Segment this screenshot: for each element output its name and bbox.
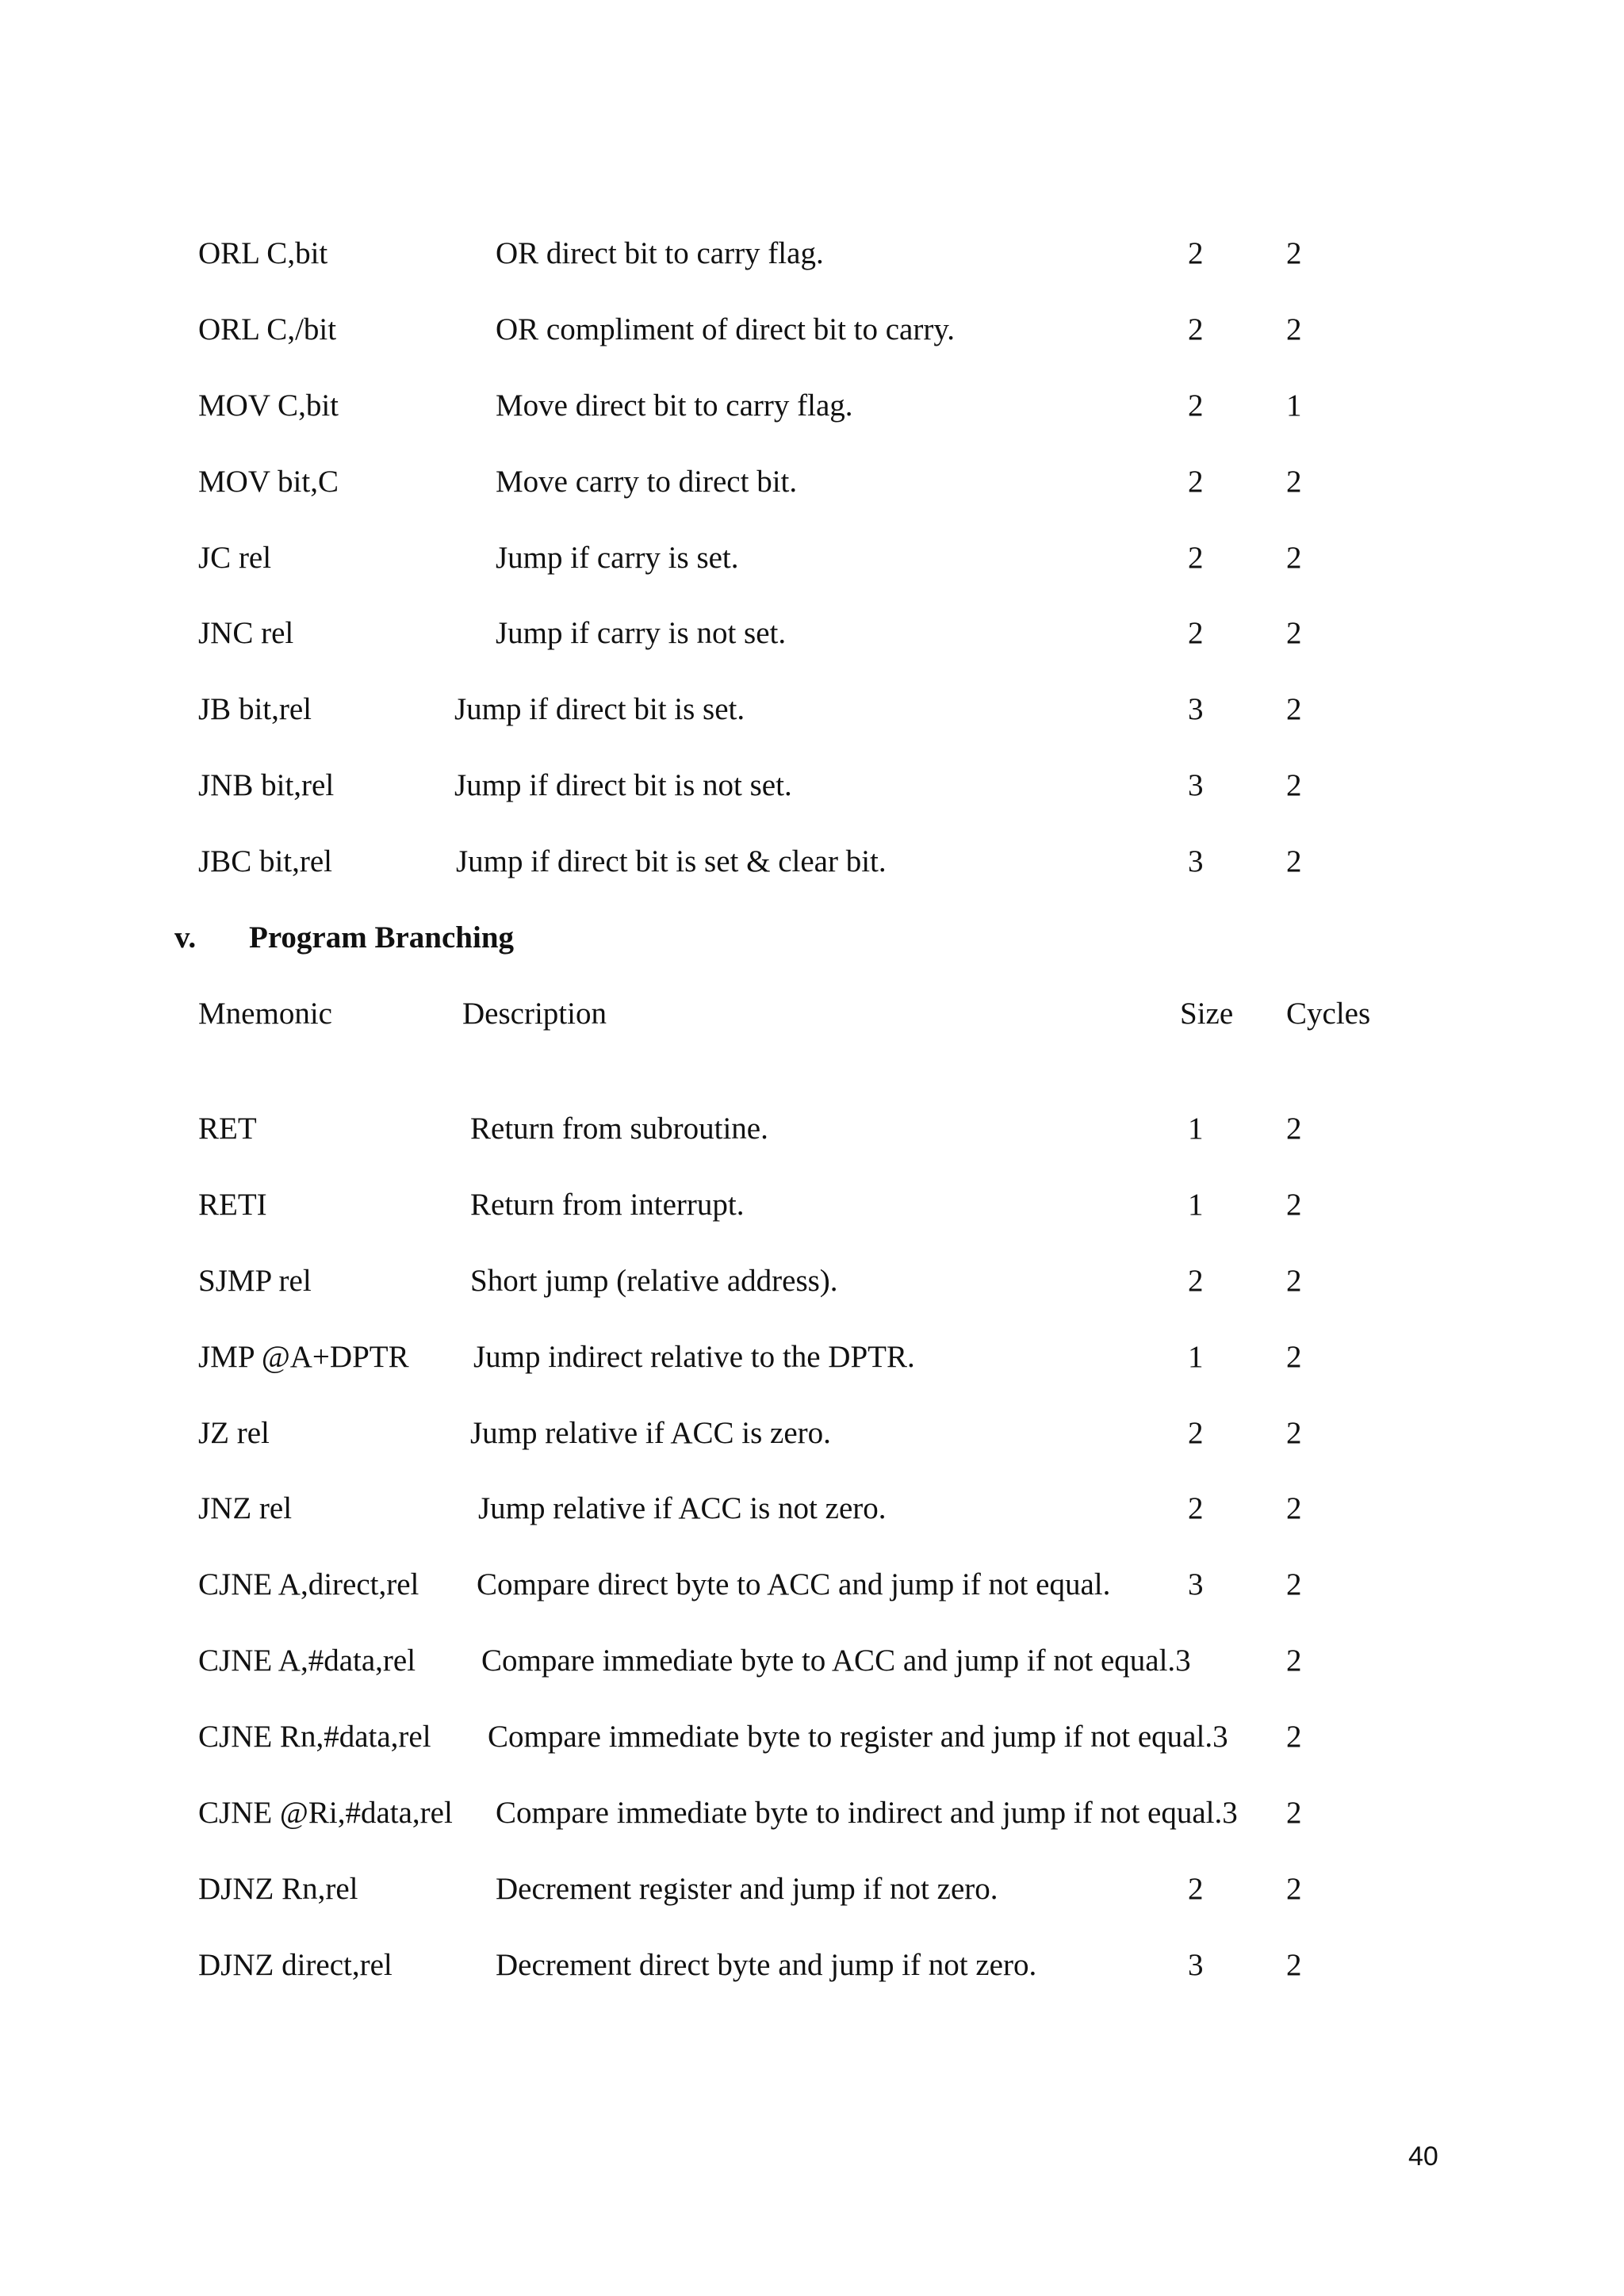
- size-cell: 2: [1188, 541, 1204, 575]
- cycles-cell: 2: [1286, 1796, 1302, 1830]
- description-cell: Jump if carry is set.: [496, 541, 739, 575]
- description-header: Description: [462, 997, 607, 1031]
- size-cell: 3: [1188, 768, 1204, 802]
- size-cell: 3: [1188, 844, 1204, 878]
- section-number: v.: [174, 920, 197, 955]
- mnemonic-cell: JNZ rel: [198, 1491, 293, 1525]
- description-cell: Decrement register and jump if not zero.: [496, 1872, 998, 1906]
- mnemonic-cell: JZ rel: [198, 1416, 270, 1450]
- size-cell: 1: [1188, 1112, 1204, 1146]
- table-row: [0, 1561, 1624, 1609]
- description-cell: Return from subroutine.: [470, 1112, 768, 1146]
- table-row: [0, 686, 1624, 733]
- cycles-cell: 2: [1286, 1416, 1302, 1450]
- cycles-cell: 2: [1286, 616, 1302, 650]
- cycles-cell: 2: [1286, 1567, 1302, 1601]
- table-row: [0, 1257, 1624, 1305]
- table-row: [0, 1713, 1624, 1761]
- size-header: Size: [1180, 997, 1234, 1031]
- size-cell: 1: [1188, 1340, 1204, 1374]
- description-cell: OR compliment of direct bit to carry.: [496, 312, 956, 346]
- section-title: Program Branching: [249, 920, 515, 955]
- table-row: [0, 1334, 1624, 1381]
- cycles-cell: 2: [1286, 1188, 1302, 1222]
- mnemonic-cell: JB bit,rel: [198, 692, 312, 726]
- table-row: [0, 230, 1624, 277]
- size-cell: 3: [1188, 1948, 1204, 1982]
- table-header-row: [0, 990, 1624, 1038]
- cycles-cell: 2: [1286, 1948, 1302, 1982]
- cycles-cell: 2: [1286, 1720, 1302, 1754]
- description-cell: Compare immediate byte to indirect and jump if not equal.3: [496, 1796, 1238, 1830]
- mnemonic-cell: JNB bit,rel: [198, 768, 335, 802]
- cycles-cell: 2: [1286, 465, 1302, 499]
- cycles-header: Cycles: [1286, 997, 1371, 1031]
- size-cell: 2: [1188, 236, 1204, 270]
- mnemonic-cell: JMP @A+DPTR: [198, 1340, 409, 1374]
- cycles-cell: 2: [1286, 312, 1302, 346]
- cycles-cell: 2: [1286, 541, 1302, 575]
- cycles-cell: 2: [1286, 1644, 1302, 1678]
- description-cell: Compare immediate byte to register and jump if not equal.3: [488, 1720, 1228, 1754]
- mnemonic-cell: RET: [198, 1112, 257, 1146]
- section-heading: [174, 914, 888, 962]
- table-row: [0, 1105, 1624, 1153]
- table-row: [0, 534, 1624, 582]
- size-cell: 2: [1188, 1491, 1204, 1525]
- mnemonic-cell: ORL C,bit: [198, 236, 328, 270]
- mnemonic-cell: RETI: [198, 1188, 267, 1222]
- description-cell: Decrement direct byte and jump if not zero.: [496, 1948, 1037, 1982]
- table-row: [0, 1942, 1624, 1989]
- mnemonic-cell: CJNE @Ri,#data,rel: [198, 1796, 453, 1830]
- table-row: [0, 1866, 1624, 1913]
- mnemonic-cell: MOV bit,C: [198, 465, 339, 499]
- size-cell: 2: [1188, 312, 1204, 346]
- size-cell: 2: [1188, 388, 1204, 423]
- mnemonic-cell: SJMP rel: [198, 1264, 312, 1298]
- table-row: [0, 306, 1624, 354]
- mnemonic-cell: CJNE A,#data,rel: [198, 1644, 416, 1678]
- cycles-cell: 2: [1286, 236, 1302, 270]
- cycles-cell: 1: [1286, 388, 1302, 423]
- description-cell: Jump if carry is not set.: [496, 616, 787, 650]
- description-cell: Jump if direct bit is set.: [454, 692, 745, 726]
- table-row: [0, 382, 1624, 430]
- description-cell: Short jump (relative address).: [470, 1264, 838, 1298]
- description-cell: Jump if direct bit is not set.: [454, 768, 792, 802]
- mnemonic-header: Mnemonic: [198, 997, 332, 1031]
- cycles-cell: 2: [1286, 1491, 1302, 1525]
- size-cell: 2: [1188, 1872, 1204, 1906]
- description-cell: Move carry to direct bit.: [496, 465, 798, 499]
- table-row: [0, 1181, 1624, 1229]
- mnemonic-cell: JNC rel: [198, 616, 294, 650]
- mnemonic-cell: JC rel: [198, 541, 272, 575]
- mnemonic-cell: ORL C,/bit: [198, 312, 337, 346]
- table-row: [0, 1789, 1624, 1837]
- mnemonic-cell: DJNZ Rn,rel: [198, 1872, 358, 1906]
- size-cell: 2: [1188, 465, 1204, 499]
- mnemonic-cell: MOV C,bit: [198, 388, 339, 423]
- description-cell: Jump relative if ACC is not zero.: [478, 1491, 887, 1525]
- cycles-cell: 2: [1286, 692, 1302, 726]
- table-row: [0, 610, 1624, 657]
- cycles-cell: 2: [1286, 1112, 1302, 1146]
- description-cell: Compare direct byte to ACC and jump if not equal.: [477, 1567, 1111, 1601]
- description-cell: Jump if direct bit is set & clear bit.: [456, 844, 887, 878]
- description-cell: Move direct bit to carry flag.: [496, 388, 853, 423]
- cycles-cell: 2: [1286, 1340, 1302, 1374]
- mnemonic-cell: JBC bit,rel: [198, 844, 333, 878]
- description-cell: Return from interrupt.: [470, 1188, 745, 1222]
- cycles-cell: 2: [1286, 1872, 1302, 1906]
- page-number: 40: [1408, 2141, 1438, 2172]
- table-row: [0, 838, 1624, 886]
- cycles-cell: 2: [1286, 1264, 1302, 1298]
- size-cell: 2: [1188, 616, 1204, 650]
- size-cell: 3: [1188, 1567, 1204, 1601]
- size-cell: 2: [1188, 1264, 1204, 1298]
- table-row: [0, 458, 1624, 506]
- cycles-cell: 2: [1286, 844, 1302, 878]
- cycles-cell: 2: [1286, 768, 1302, 802]
- size-cell: 3: [1188, 692, 1204, 726]
- description-cell: Compare immediate byte to ACC and jump if not equal.3: [481, 1644, 1191, 1678]
- size-cell: 2: [1188, 1416, 1204, 1450]
- table-row: [0, 1637, 1624, 1685]
- mnemonic-cell: CJNE Rn,#data,rel: [198, 1720, 431, 1754]
- mnemonic-cell: CJNE A,direct,rel: [198, 1567, 419, 1601]
- size-cell: 1: [1188, 1188, 1204, 1222]
- description-cell: Jump relative if ACC is zero.: [470, 1416, 831, 1450]
- table-row: [0, 1410, 1624, 1457]
- mnemonic-cell: DJNZ direct,rel: [198, 1948, 393, 1982]
- description-cell: OR direct bit to carry flag.: [496, 236, 824, 270]
- description-cell: Jump indirect relative to the DPTR.: [473, 1340, 915, 1374]
- table-row: [0, 1485, 1624, 1533]
- table-row: [0, 762, 1624, 809]
